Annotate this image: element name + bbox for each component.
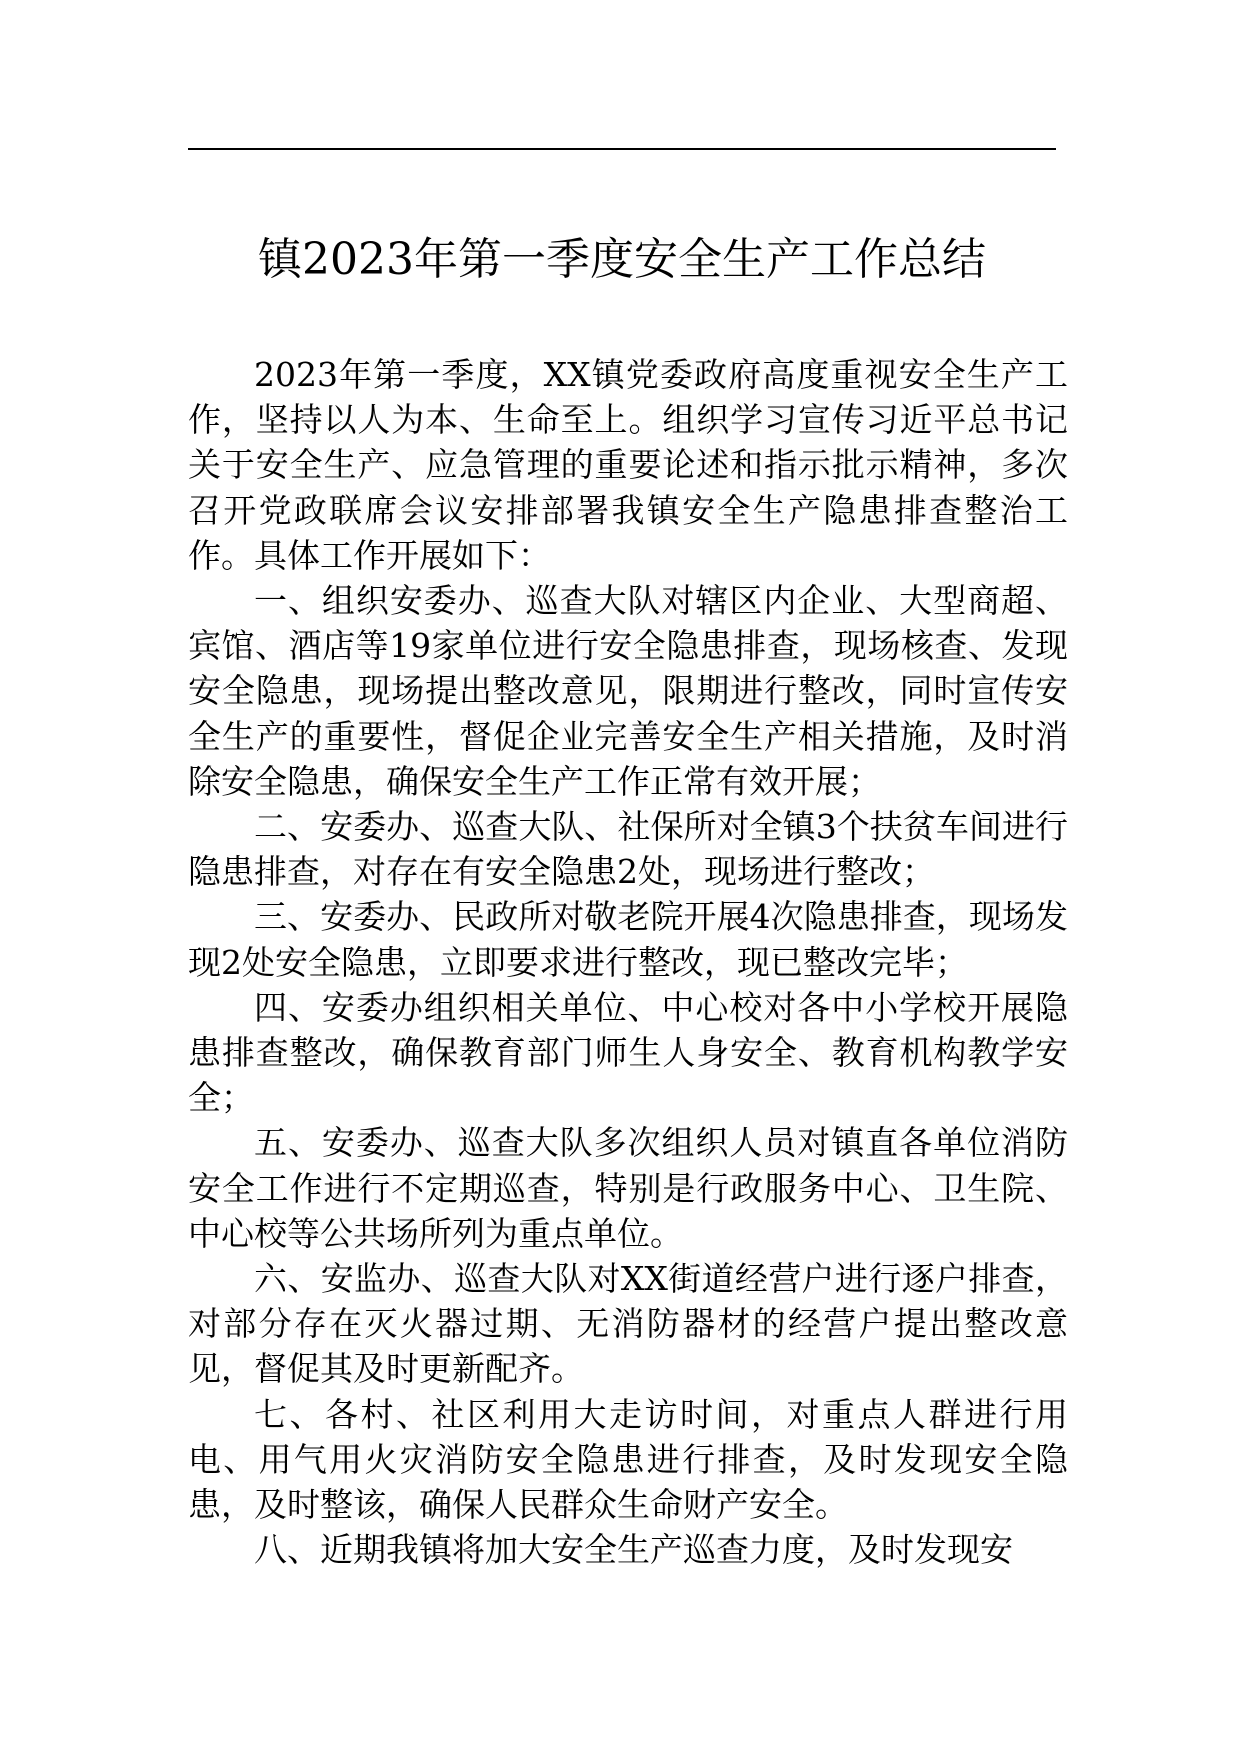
paragraph-item-8: 八、近期我镇将加大安全生产巡查力度，及时发现安 bbox=[254, 1530, 1013, 1570]
document-body bbox=[188, 352, 1068, 1572]
paragraph-item-3: 三、安委办、民政所对敬老院开展4次隐患排查，现场发现2处安全隐患，立即要求进行整改，现已整改完毕； bbox=[188, 897, 1068, 982]
paragraph-item-6: 六、安监办、巡查大队对XX街道经营户进行逐户排查，对部分存在灭火器过期、无消防器材的经营户提出整改意见，督促其及时更新配齐。 bbox=[188, 1259, 1068, 1389]
document-title: 镇2023年第一季度安全生产工作总结 bbox=[258, 234, 986, 285]
paragraph-item-4: 四、安委办组织相关单位、中心校对各中小学校开展隐患排查整改，确保教育部门师生人身安全、教育机构教学安全； bbox=[188, 987, 1068, 1118]
paragraph-intro: 2023年第一季度，XX镇党委政府高度重视安全生产工作，坚持以人为本、生命至上。组织学习宣传习近平总书记关于安全生产、应急管理的重要论述和指示批示精神，多次召开党政联席会议安排部署我镇安全生产隐患排查整治工作。具体工作开展如下： bbox=[188, 355, 1068, 575]
paragraph-item-1: 一、组织安委办、巡查大队对辖区内企业、大型商超、宾馆、酒店等19家单位进行安全隐患排查，现场核查、发现安全隐患，现场提出整改意见，限期进行整改，同时宣传安全生产的重要性，督促企业完善安全生产相关措施，及时消除安全隐患，确保安全生产工作正常有效开展； bbox=[188, 581, 1068, 801]
paragraph-item-5: 五、安委办、巡查大队多次组织人员对镇直各单位消防安全工作进行不定期巡查，特别是行政服务中心、卫生院、中心校等公共场所列为重点单位。 bbox=[188, 1123, 1068, 1253]
paragraph-item-2: 二、安委办、巡查大队、社保所对全镇3个扶贫车间进行隐患排查，对存在有安全隐患2处，现场进行整改； bbox=[188, 807, 1068, 892]
header-rule bbox=[188, 148, 1056, 150]
paragraph-item-7: 七、各村、社区利用大走访时间，对重点人群进行用电、用气用火灾消防安全隐患进行排查，及时发现安全隐患，及时整该，确保人民群众生命财产安全。 bbox=[188, 1394, 1068, 1525]
